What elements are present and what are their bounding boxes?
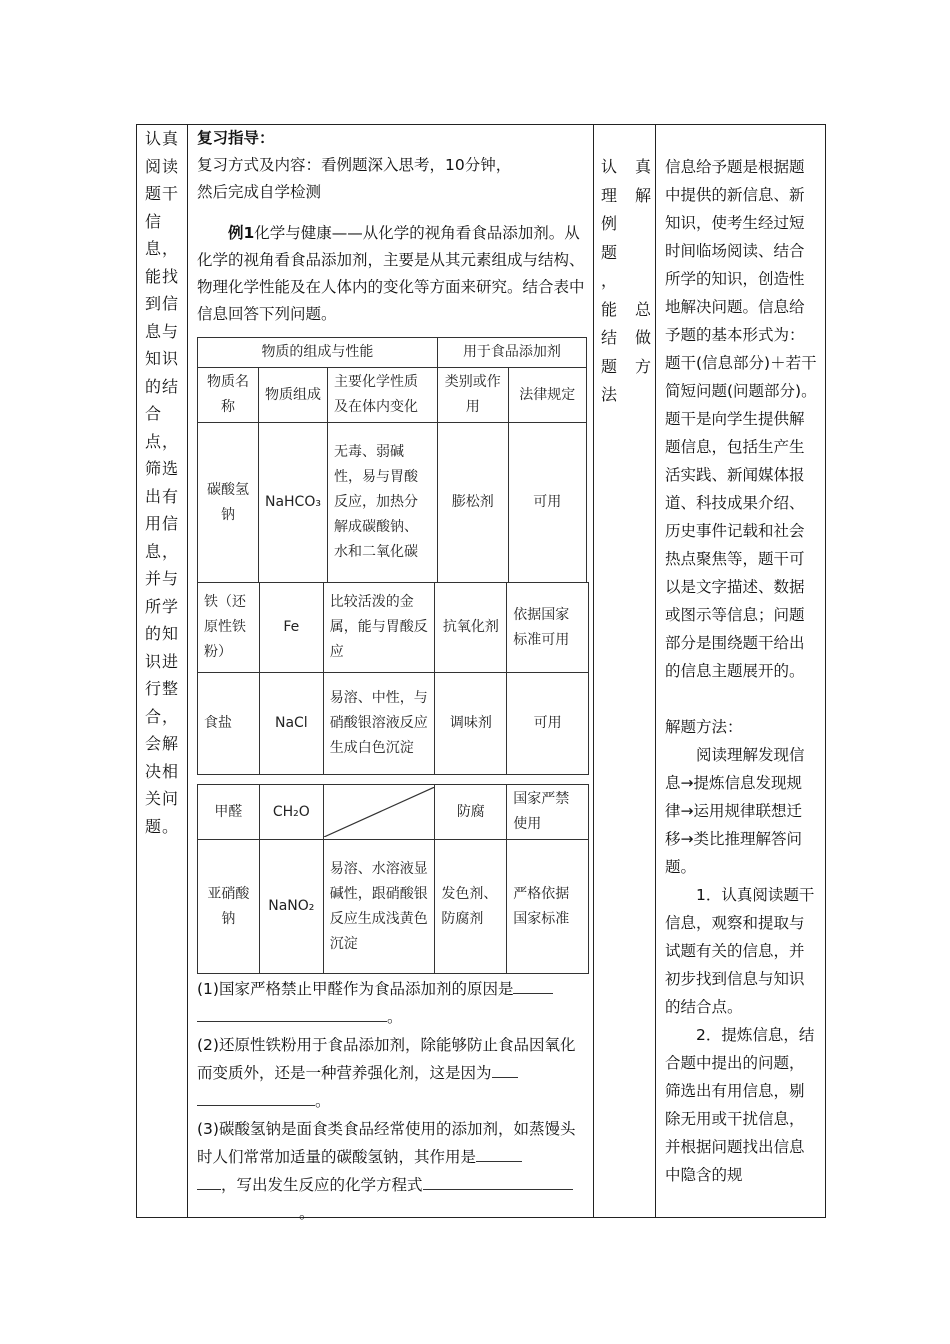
diagonal-line [324,787,435,837]
outer-table [136,124,826,1222]
table-group-header: 用于食品添加剂 [437,338,586,368]
method-flow: 阅读理解发现信息→提炼信息发现规律→运用规律联想迁移→类比推理解答问题。 [665,746,805,876]
question-1-end: 。 [387,1008,403,1026]
question-3-text-2: ，写出发生反应的化学方程式 [221,1176,423,1194]
additive-table-part-2 [197,582,589,775]
example-text: 化学与健康——从化学的视角看食品添加剂。从化学的视角看食品添加剂，主要是从其元素组成与结构、物理化学性能及在人体内的变化等方面来研究。结合表中信息回答下列问题。 [197,224,585,323]
table-cell: 可用 [508,423,586,583]
method-title: 解题方法： [665,718,743,736]
guide-line-1: 复习方式及内容：看例题深入思考，10分钟， [197,156,512,174]
answer-blank[interactable] [197,1173,221,1190]
main-content-column [197,125,592,1222]
table-cell: 食盐 [198,673,260,775]
question-2-end: 。 [315,1092,331,1110]
table-cell: NaCl [259,673,323,775]
table-cell: 可用 [507,673,589,775]
activity-char: 理 [601,185,618,205]
table-cell: 膨松剂 [437,423,508,583]
table-header: 类别或作用 [437,368,508,423]
column-divider [593,125,594,1217]
activity-char: ， [601,271,618,290]
answer-blank[interactable] [197,1005,387,1022]
table-cell: 无毒、弱碱性，易与胃酸反应，加热分解成碳酸钠、水和二氧化碳 [327,423,437,583]
table-cell: 甲醛 [198,785,260,840]
table-header: 法律规定 [508,368,586,423]
table-cell: 国家严禁使用 [507,785,589,840]
table-cell-diagonal [323,785,435,840]
table-cell: 比较活泼的金属，能与胃酸反应 [323,583,435,673]
table-cell: 抗氧化剂 [435,583,507,673]
table-cell: 依据国家标准可用 [507,583,589,673]
table-cell: 发色剂、防腐剂 [435,840,507,974]
question-2-text: (2)还原性铁粉用于食品添加剂，除能够防止食品因氧化而变质外，还是一种营养强化剂，这是因为 [197,1036,576,1082]
additive-table-part-1 [197,337,587,583]
table-cell: Fe [259,583,323,673]
table-cell: 铁（还原性铁粉） [198,583,260,673]
question-1-text: (1)国家严格禁止甲醛作为食品添加剂的原因是 [197,980,514,998]
activity-char: 解 [634,185,651,205]
column-divider [187,125,188,1217]
table-cell: NaNO₂ [259,840,323,974]
table-group-header: 物质的组成与性能 [198,338,438,368]
table-cell: 调味剂 [435,673,507,775]
table-cell: 易溶、中性，与硝酸银溶液反应生成白色沉淀 [323,673,435,775]
table-cell: 严格依据国家标准 [507,840,589,974]
activity-char: 真 [634,157,651,176]
activity-char: 能 [601,299,618,319]
activity-char: 题 [601,356,618,376]
table-cell: 易溶、水溶液显碱性，跟硝酸银反应生成浅黄色沉淀 [323,840,435,974]
activity-char: 题 [601,242,618,262]
additive-table-part-3 [197,784,589,974]
activity-char: 总 [634,299,651,319]
method-column [665,153,817,1189]
table-row [198,423,587,583]
question-3-text: (3)碳酸氢钠是面食类食品经常使用的添加剂，如蒸馒头时人们常常加适量的碳酸氢钠，其作用是 [197,1120,576,1166]
activity-char: 认 [601,157,618,176]
answer-blank[interactable] [492,1061,518,1078]
answer-blank[interactable] [476,1145,522,1162]
table-header: 主要化学性质及在体内变化 [327,368,437,423]
activity-char: 方 [634,356,651,376]
learning-objective-column: 认真阅读题干信息，能找到信息与知识的结合点，筛选出有用信息，并与所学的知识进行整合，会解决相关问题。 [145,129,180,836]
example-label: 例1 [228,224,255,242]
question-3-end: 。 [299,1204,315,1222]
question-2 [197,1031,589,1115]
example-paragraph [197,220,592,328]
activity-char: 例 [601,214,618,233]
table-cell: 防腐 [435,785,507,840]
activity-char: 法 [601,385,618,404]
table-row [198,785,589,840]
method-step-2: 2．提炼信息，结合题中提出的问题，筛选出有用信息，剔除无用或干扰信息，并根据问题找出信息中隐含的规 [665,1026,815,1184]
question-1 [197,975,589,1031]
table-cell: 碳酸氢钠 [198,423,259,583]
answer-blank[interactable] [423,1173,573,1190]
column-divider [655,125,656,1217]
method-intro: 信息给予题是根据题中提供的新信息、新知识，使考生经过短时间临场阅读、结合所学的知识，创造性地解决问题。信息给予题的基本形式为：题干(信息部分)＋若干简短问题(问题部分)。题干是向学生提供解题信息，包括生产生活实践、新闻媒体报道、科技成果介绍、历史事件记载和社会热点聚焦等，题干可以是文字描述、数据或图示等信息；问题部分是围绕题干给出的信息主题展开的。 [665,158,817,680]
table-cell: 亚硝酸钠 [198,840,260,974]
table-header: 物质名称 [198,368,259,423]
question-3 [197,1115,589,1227]
table-cell: NaHCO₃ [258,423,327,583]
activity-char: 做 [634,328,651,347]
answer-blank[interactable] [513,977,553,994]
table-row [198,673,589,775]
method-step-1: 1．认真阅读题干信息，观察和提取与试题有关的信息，并初步找到信息与知识的结合点。 [665,886,815,1016]
guide-title: 复习指导： [197,129,275,147]
table-header: 物质组成 [258,368,327,423]
answer-blank[interactable] [197,1089,315,1106]
table-row [198,583,589,673]
activity-char: 结 [601,328,618,347]
table-row [198,840,589,974]
guide-line-2: 然后完成自学检测 [197,183,322,201]
activity-column [601,153,651,410]
table-cell: CH₂O [259,785,323,840]
